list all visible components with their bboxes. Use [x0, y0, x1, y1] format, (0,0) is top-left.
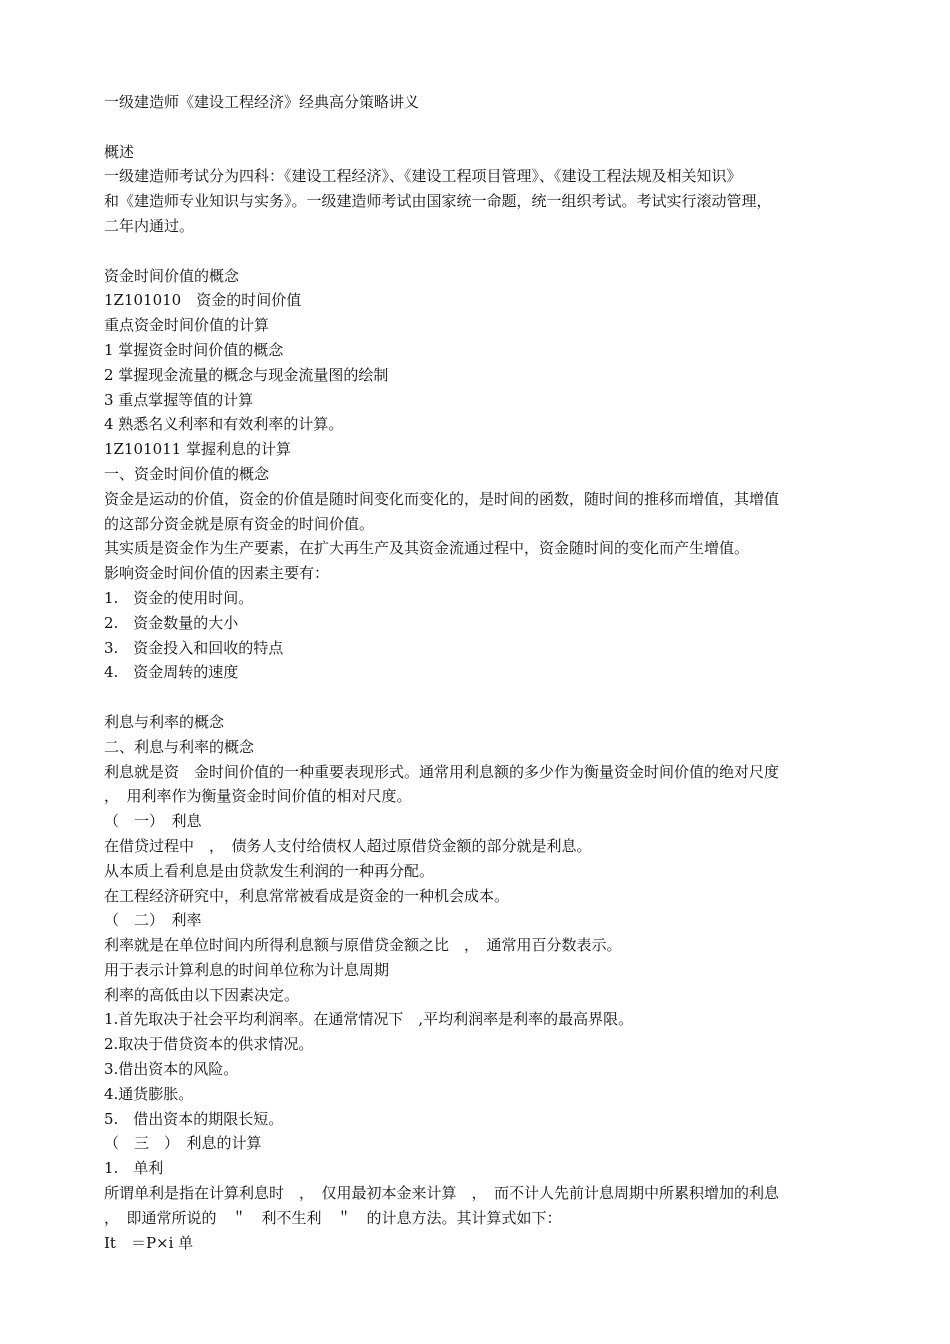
- list-item: 4. 资金周转的速度: [104, 663, 239, 682]
- paragraph-line: 在工程经济研究中，利息常常被看成是资金的一种机会成本。: [104, 886, 510, 905]
- list-item: 5. 借出资本的期限长短。: [104, 1109, 284, 1128]
- paragraph-line: （ 三 ） 利息的计算: [104, 1134, 262, 1153]
- paragraph-line: 其实质是资金作为生产要素，在扩大再生产及其资金流通过程中，资金随时间的变化而产生增值。: [104, 539, 750, 558]
- paragraph-line: 在借贷过程中 ， 债务人支付给债权人超过原借贷金额的部分就是利息。: [104, 836, 592, 855]
- paragraph-line: 和《建造师专业知识与实务》。一级建造师考试由国家统一命题，统一组织考试。考试实行滚动管理，: [104, 192, 772, 211]
- paragraph-line: 1. 单利: [104, 1159, 164, 1178]
- paragraph-line: 2 掌握现金流量的概念与现金流量图的绘制: [104, 365, 389, 384]
- paragraph-line: 用于表示计算利息的时间单位称为计息周期: [104, 960, 390, 979]
- list-item: 3. 资金投入和回收的特点: [104, 638, 284, 657]
- paragraph-line: 所谓单利是指在计算利息时 ， 仅用最初本金来计算 ， 而不计人先前计息周期中所累积增加的利息: [104, 1184, 780, 1203]
- blank-line: [104, 115, 864, 140]
- formula-line: It ＝P×i 单: [104, 1233, 194, 1252]
- paragraph-line: 一、资金时间价值的概念: [104, 464, 270, 483]
- paragraph-line: 3 重点掌握等值的计算: [104, 390, 254, 409]
- section-heading: 利息与利率的概念: [104, 712, 225, 731]
- paragraph-line: 二年内通过。: [104, 216, 195, 235]
- list-item: 1.首先取决于社会平均利润率。在通常情况下 ,平均利润率是利率的最高界限。: [104, 1010, 634, 1029]
- paragraph-line: 1 掌握资金时间价值的概念: [104, 340, 284, 359]
- paragraph-line: 利率的高低由以下因素决定。: [104, 985, 300, 1004]
- section-heading: 概述: [104, 142, 135, 161]
- paragraph-line: （ 二） 利率: [104, 911, 202, 930]
- paragraph-line: 1Z101011 掌握利息的计算: [104, 440, 291, 459]
- paragraph-line: ， 用利率作为衡量资金时间价值的相对尺度。: [104, 787, 412, 806]
- paragraph-line: 1Z101010 资金的时间价值: [104, 291, 302, 310]
- paragraph-line: 的这部分资金就是原有资金的时间价值。: [104, 514, 375, 533]
- list-item: 2. 资金数量的大小: [104, 613, 239, 632]
- paragraph-line: 利息就是资 金时间价值的一种重要表现形式。通常用利息额的多少作为衡量资金时间价值的绝对尺度: [104, 762, 780, 781]
- paragraph-line: （ 一） 利息: [104, 812, 202, 831]
- paragraph-line: 资金是运动的价值，资金的价值是随时间变化而变化的，是时间的函数，随时间的推移而增值，其增值: [104, 489, 780, 508]
- blank-line: [104, 685, 864, 710]
- list-item: 3.借出资本的风险。: [104, 1060, 239, 1079]
- list-item: 4.通货膨胀。: [104, 1084, 194, 1103]
- document-title: 一级建造师《建设工程经济》经典高分策略讲义: [104, 93, 420, 111]
- list-item: 2.取决于借贷资本的供求情况。: [104, 1035, 314, 1054]
- paragraph-line: 重点资金时间价值的计算: [104, 316, 270, 335]
- paragraph-line: 利率就是在单位时间内所得利息额与原借贷金额之比 ， 通常用百分数表示。: [104, 936, 622, 955]
- paragraph-line: 4 熟悉名义利率和有效利率的计算。: [104, 415, 344, 434]
- paragraph-line: 影响资金时间价值的因素主要有：: [104, 564, 330, 583]
- paragraph-line: 一级建造师考试分为四科：《建设工程经济》、《建设工程项目管理》、《建设工程法规及相关知识》: [104, 167, 742, 186]
- paragraph-line: 从本质上看利息是由贷款发生利润的一种再分配。: [104, 861, 435, 880]
- document-page: [104, 90, 864, 1255]
- blank-line: [104, 239, 864, 264]
- section-heading: 资金时间价值的概念: [104, 266, 240, 285]
- section-time-value: [104, 264, 864, 686]
- section-interest-rate: [104, 710, 864, 1256]
- paragraph-line: ， 即通常所说的 ＂ 利不生利 ＂ 的计息方法。其计算式如下：: [104, 1208, 562, 1227]
- section-overview: [104, 140, 864, 239]
- paragraph-line: 二、利息与利率的概念: [104, 737, 255, 756]
- list-item: 1. 资金的使用时间。: [104, 588, 254, 607]
